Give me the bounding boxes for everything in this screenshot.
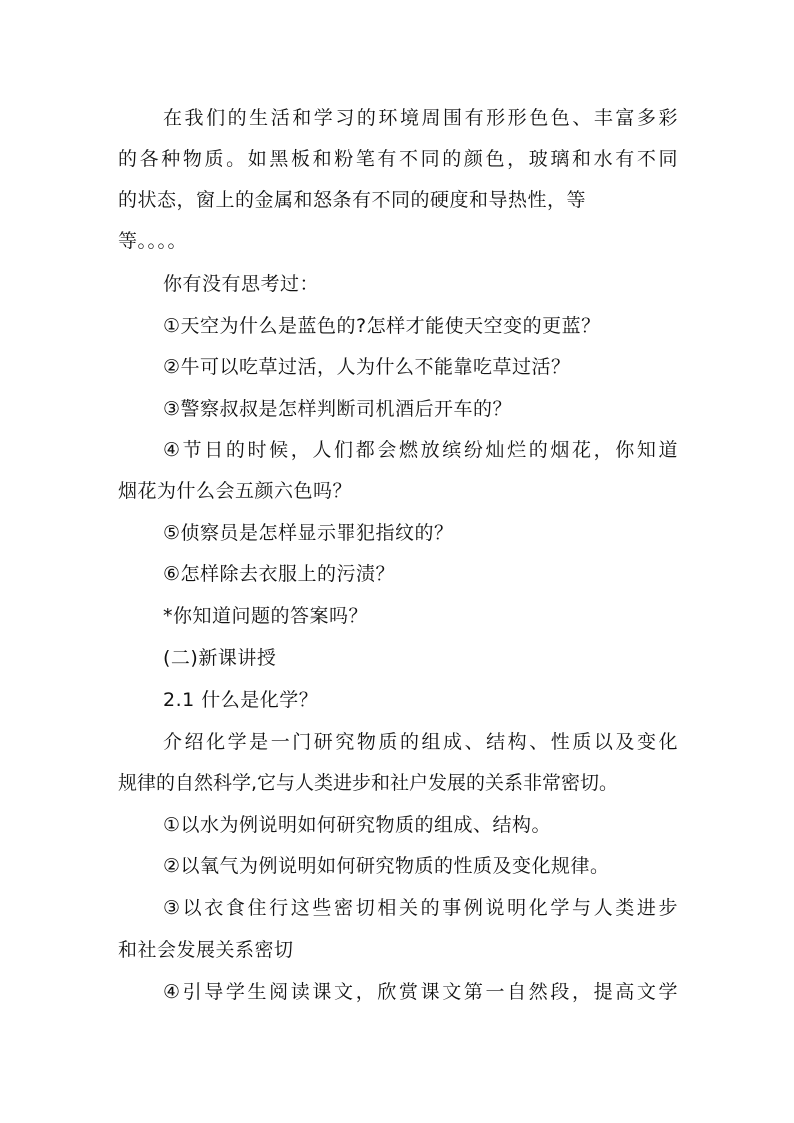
paragraph-line: 你有没有思考过： <box>163 273 320 295</box>
paragraph-line: 规律的自然科学,它与人类进步和社户发展的关系非常密切。 <box>118 772 619 794</box>
question-item: ③警察叔叔是怎样判断司机酒后开车的？ <box>163 398 513 420</box>
question-item: ④节日的时候，人们都会燃放缤纷灿烂的烟花，你知道 <box>163 439 678 461</box>
paragraph-line: 等。。。。 <box>118 230 188 252</box>
subsection-heading: 2.1 什么是化学？ <box>163 689 319 711</box>
list-item: ②以氧气为例说明如何研究物质的性质及变化规律。 <box>163 855 610 877</box>
list-item: ①以水为例说明如何研究物质的组成、结构。 <box>163 814 552 836</box>
paragraph-line: *你知道问题的答案吗？ <box>163 605 369 627</box>
list-item-continuation: 和社会发展关系密切 <box>118 939 294 961</box>
paragraph-line: 的状态，窗上的金属和怒条有不同的硬度和导热性，等 <box>118 189 587 211</box>
question-item: ⑤侦察员是怎样显示罪犯指纹的？ <box>163 522 454 544</box>
question-item-continuation: 烟花为什么会五颜六色吗？ <box>118 480 353 502</box>
paragraph-line: 的各种物质。如黑板和粉笔有不同的颜色，玻璃和水有不同 <box>118 148 678 170</box>
question-item: ①天空为什么是蓝色的?怎样才能使天空变的更蓝？ <box>163 315 601 337</box>
paragraph-line: 在我们的生活和学习的环境周围有形形色色、丰富多彩 <box>163 107 678 129</box>
list-item: ③以衣食住行这些密切相关的事例说明化学与人类进步 <box>163 897 678 919</box>
paragraph-line: 介绍化学是一门研究物质的组成、结构、性质以及变化 <box>163 731 678 753</box>
question-item: ②牛可以吃草过活，人为什么不能靠吃草过活？ <box>163 356 571 378</box>
list-item: ④引导学生阅读课文，欣赏课文第一自然段，提高文学 <box>163 981 678 1003</box>
section-heading: (二)新课讲授 <box>163 647 277 669</box>
question-item: ⑥怎样除去衣服上的污渍？ <box>163 563 396 585</box>
